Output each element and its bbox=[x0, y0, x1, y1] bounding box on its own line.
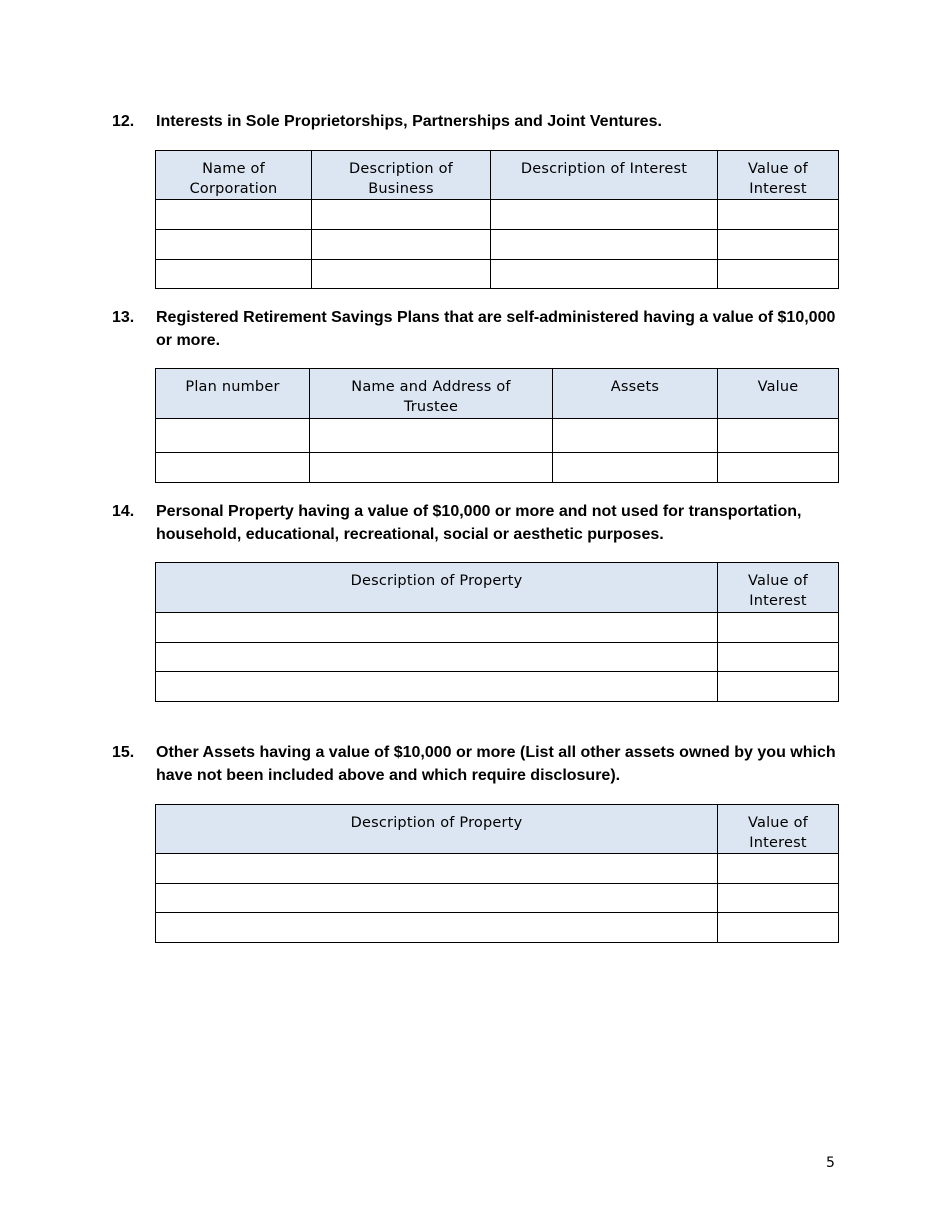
table-row bbox=[156, 453, 839, 483]
table-row bbox=[156, 672, 839, 702]
table-cell[interactable] bbox=[718, 260, 839, 289]
section-title: Other Assets having a value of $10,000 or more (List all other assets owned by you which have not been included above and which require disclosure). bbox=[156, 744, 836, 784]
table-cell[interactable] bbox=[156, 230, 312, 260]
table-row bbox=[156, 884, 839, 913]
sole-proprietorships-table bbox=[155, 150, 839, 289]
column-header-description-of-property: Description of Property bbox=[156, 805, 718, 854]
table-row bbox=[156, 854, 839, 884]
table-cell[interactable] bbox=[312, 200, 491, 230]
table-cell[interactable] bbox=[312, 260, 491, 289]
table-row bbox=[156, 419, 839, 453]
table-cell[interactable] bbox=[553, 419, 718, 453]
table-cell[interactable] bbox=[718, 419, 839, 453]
column-header-name-of-corporation: Name of Corporation bbox=[156, 151, 312, 200]
table-cell[interactable] bbox=[718, 884, 839, 913]
section-number: 14. bbox=[112, 503, 135, 520]
table-cell[interactable] bbox=[156, 913, 718, 943]
section-number: 15. bbox=[112, 744, 135, 761]
column-header-description-of-business: Description of Business bbox=[312, 151, 491, 200]
table-row bbox=[156, 230, 839, 260]
column-header-name-and-address-of-trustee: Name and Address of Trustee bbox=[310, 369, 553, 419]
table-row bbox=[156, 643, 839, 672]
table-row bbox=[156, 913, 839, 943]
table-cell[interactable] bbox=[491, 230, 718, 260]
table-cell[interactable] bbox=[156, 200, 312, 230]
page-number: 5 bbox=[826, 1155, 835, 1171]
section-number: 12. bbox=[112, 113, 135, 130]
table-cell[interactable] bbox=[156, 672, 718, 702]
column-header-value-of-interest: Value of Interest bbox=[718, 151, 839, 200]
section-number: 13. bbox=[112, 309, 135, 326]
table-cell[interactable] bbox=[310, 453, 553, 483]
table-cell[interactable] bbox=[718, 672, 839, 702]
table-cell[interactable] bbox=[156, 419, 310, 453]
section-title: Personal Property having a value of $10,000 or more and not used for transportation, household, educational, recreational, social or aesthetic purposes. bbox=[156, 503, 802, 543]
table-cell[interactable] bbox=[718, 854, 839, 884]
table-cell[interactable] bbox=[718, 643, 839, 672]
section-title: Interests in Sole Proprietorships, Partnerships and Joint Ventures. bbox=[156, 113, 662, 130]
table-cell[interactable] bbox=[553, 453, 718, 483]
table-cell[interactable] bbox=[156, 453, 310, 483]
table-cell[interactable] bbox=[718, 453, 839, 483]
table-cell[interactable] bbox=[156, 854, 718, 884]
table-cell[interactable] bbox=[491, 260, 718, 289]
table-cell[interactable] bbox=[718, 913, 839, 943]
rrsp-table bbox=[155, 368, 839, 483]
personal-property-table bbox=[155, 562, 839, 702]
column-header-description-of-property: Description of Property bbox=[156, 563, 718, 613]
table-cell[interactable] bbox=[718, 200, 839, 230]
table-cell[interactable] bbox=[718, 230, 839, 260]
table-cell[interactable] bbox=[156, 260, 312, 289]
column-header-value-of-interest: Value of Interest bbox=[718, 563, 839, 613]
column-header-value-of-interest: Value of Interest bbox=[718, 805, 839, 854]
table-cell[interactable] bbox=[718, 613, 839, 643]
table-cell[interactable] bbox=[491, 200, 718, 230]
table-row bbox=[156, 260, 839, 289]
table-cell[interactable] bbox=[156, 643, 718, 672]
section-title: Registered Retirement Savings Plans that are self-administered having a value of $10,000 or more. bbox=[156, 309, 836, 349]
table-row bbox=[156, 200, 839, 230]
column-header-value: Value bbox=[718, 369, 839, 419]
column-header-description-of-interest: Description of Interest bbox=[491, 151, 718, 200]
table-cell[interactable] bbox=[156, 613, 718, 643]
other-assets-table bbox=[155, 804, 839, 943]
column-header-assets: Assets bbox=[553, 369, 718, 419]
table-cell[interactable] bbox=[312, 230, 491, 260]
table-cell[interactable] bbox=[310, 419, 553, 453]
table-row bbox=[156, 613, 839, 643]
column-header-plan-number: Plan number bbox=[156, 369, 310, 419]
table-cell[interactable] bbox=[156, 884, 718, 913]
